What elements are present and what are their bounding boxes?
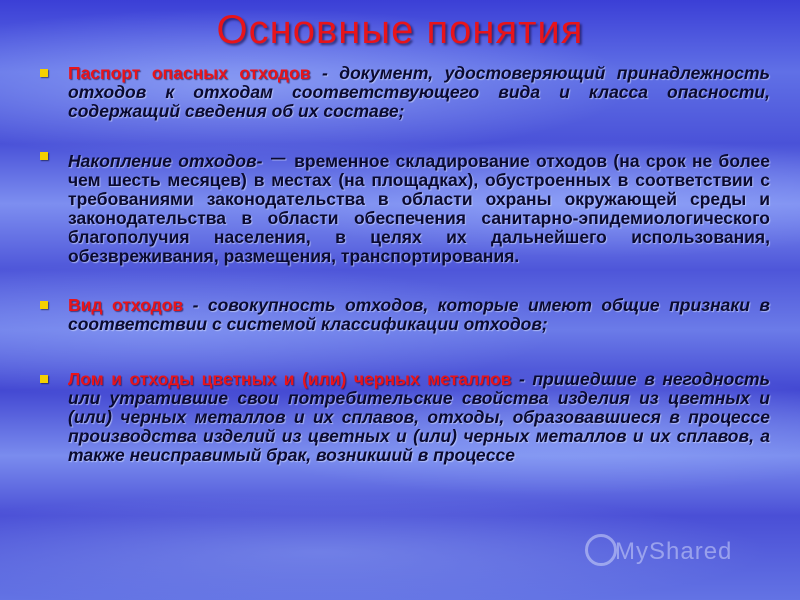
square-bullet-icon xyxy=(40,152,48,160)
separator: – xyxy=(262,141,295,171)
watermark: MyShared xyxy=(615,538,733,565)
watermark-logo-icon xyxy=(585,534,617,566)
separator: - xyxy=(310,63,340,83)
term-scrap-metal: Лом и отходы цветных и (или) черных металлов xyxy=(68,369,512,389)
definition-passport: документ, удостоверяющий принадлежность отходов к отходам соответствующего вида и класса опасности, содержащий сведения об их составе; xyxy=(68,63,770,121)
square-bullet-icon xyxy=(40,301,48,309)
list-item-passport xyxy=(38,64,770,121)
definition-accumulation: временное складирование отходов (на срок не более чем шесть месяцев) в местах (на площадках), обустроенных в соответствии с требованиями законодательства в области охраны окружающей среды и законодательства в области обеспечения санитарно-эпидемиологического благополучия населения, в целях их дальнейшего использования, обезвреживания, размещения, транспортирования. xyxy=(68,151,770,266)
term-accumulation: Накопление отходов- xyxy=(68,151,263,171)
term-passport: Паспорт опасных отходов xyxy=(68,63,311,83)
list-item-accumulation xyxy=(38,141,770,266)
definition-waste-type: совокупность отходов, которые имеют общие признаки в соответствии с системой классификации отходов; xyxy=(68,295,770,334)
list-item-scrap-metal xyxy=(38,370,770,465)
square-bullet-icon xyxy=(40,69,48,77)
separator: - xyxy=(511,369,533,389)
term-waste-type: Вид отходов xyxy=(68,295,184,315)
definition-list xyxy=(38,64,770,465)
separator: - xyxy=(183,295,208,315)
square-bullet-icon xyxy=(40,375,48,383)
list-item-waste-type xyxy=(38,296,770,334)
slide-title: Основные понятия xyxy=(216,8,584,52)
definition-scrap-metal: пришедшие в негодность или утратившие свои потребительские свойства изделия из цветных и (или) черных металлов и их сплавов, отходы, образовавшиеся в процессе производства изделий из цветных и (или) черных металлов и их сплавов, а также неисправимый брак, возникший в процессе xyxy=(68,369,771,465)
